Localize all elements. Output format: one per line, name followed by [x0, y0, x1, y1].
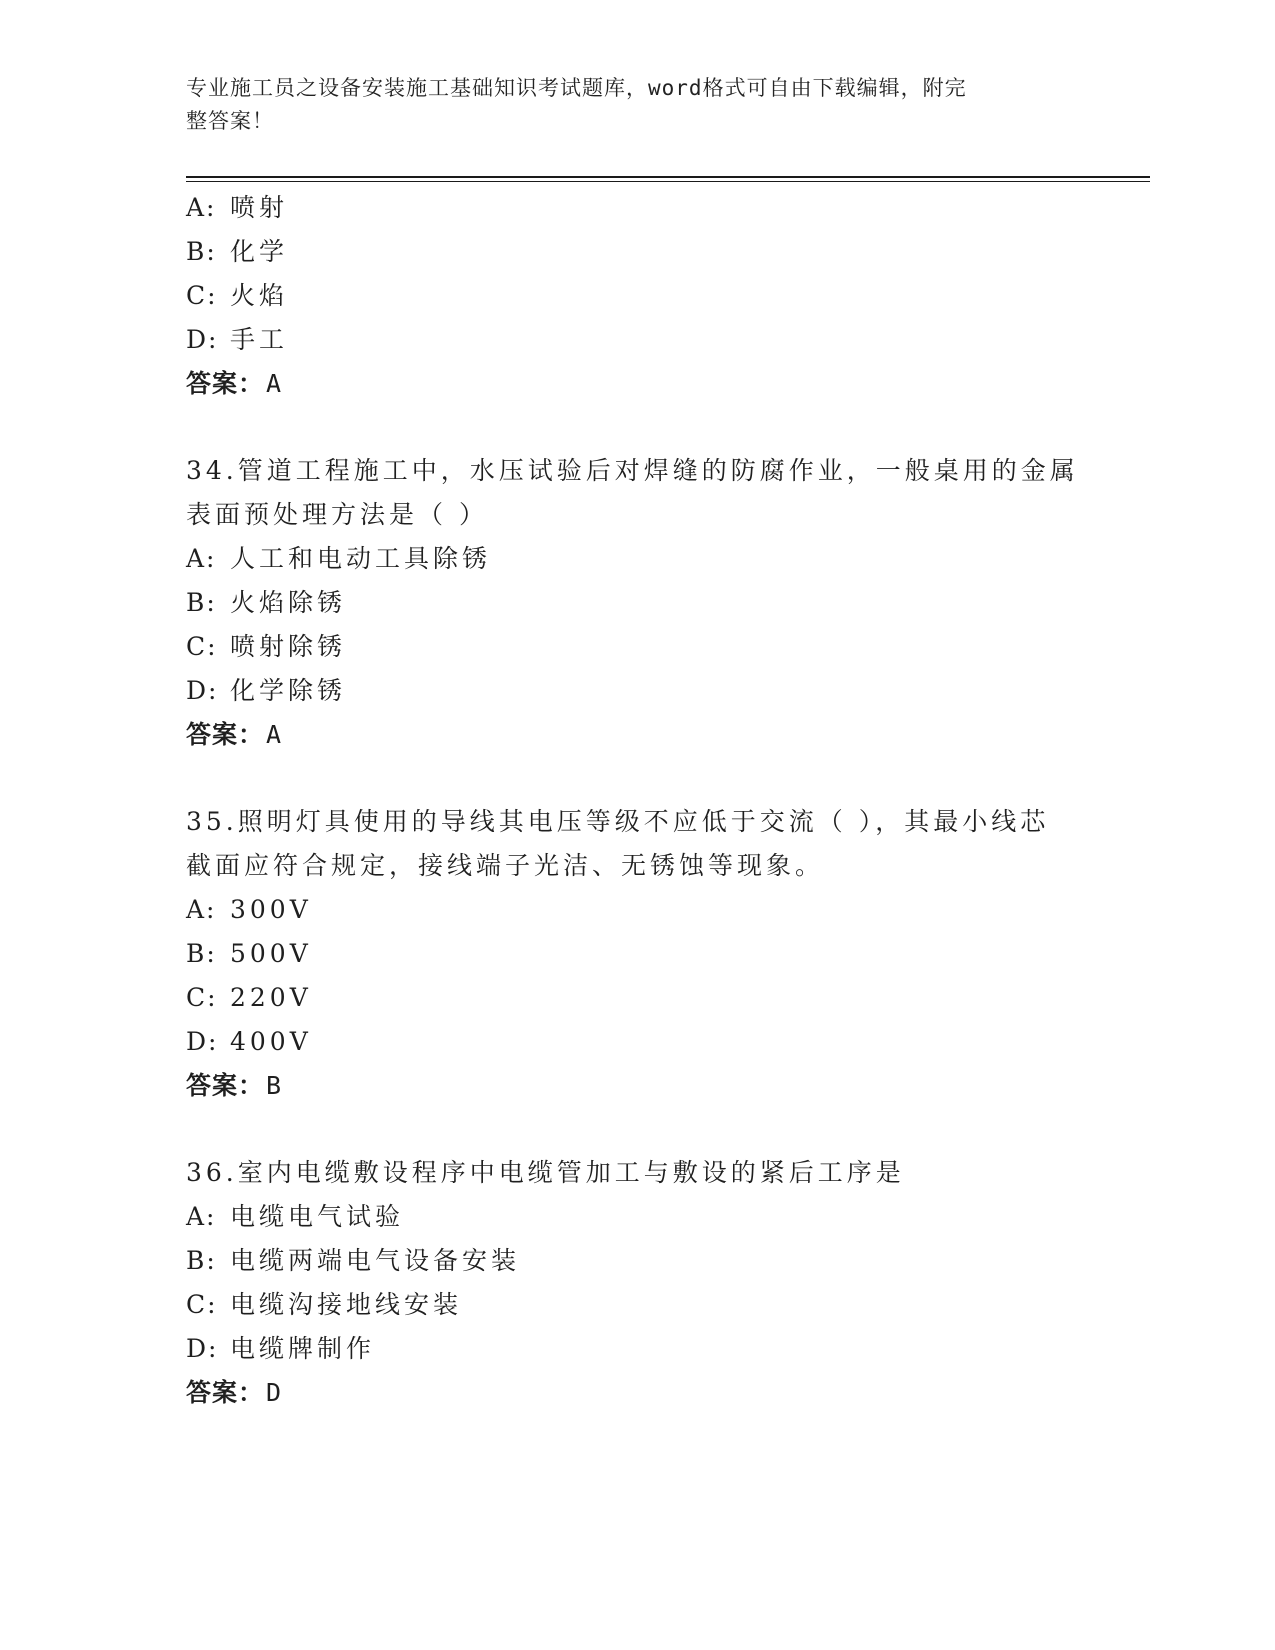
q33-option-a: A: 喷射: [186, 193, 289, 222]
q34-option-b: B: 火焰除锈: [186, 588, 347, 617]
header-line-2: 整答案！: [186, 109, 274, 133]
q34-option-a: A: 人工和电动工具除锈: [186, 544, 492, 573]
q33-option-c: C: 火焰: [186, 281, 289, 310]
q33-option-b: B: 化学: [186, 237, 289, 266]
q36-option-a: A: 电缆电气试验: [186, 1202, 405, 1231]
q33-answer: 答案：A: [186, 369, 283, 398]
q34-stem-line-2: 表面预处理方法是（ ）: [186, 500, 488, 529]
q34-option-c: C: 喷射除锈: [186, 632, 347, 661]
q36-stem-line-1: 36.室内电缆敷设程序中电缆管加工与敷设的紧后工序是: [186, 1158, 905, 1187]
q35-option-d: D: 400V: [186, 1027, 312, 1056]
header-divider-thick: [186, 176, 1150, 178]
q36-answer: 答案：D: [186, 1378, 283, 1407]
header-line-1: 专业施工员之设备安装施工基础知识考试题库，word格式可自由下载编辑，附完: [186, 76, 967, 100]
q34-option-d: D: 化学除锈: [186, 676, 347, 705]
q35-option-b: B: 500V: [186, 939, 312, 968]
q34-answer: 答案：A: [186, 720, 283, 749]
q35-option-a: A: 300V: [186, 895, 312, 924]
q35-answer: 答案：B: [186, 1071, 283, 1100]
q36-option-b: B: 电缆两端电气设备安装: [186, 1246, 521, 1275]
q35-stem-line-1: 35.照明灯具使用的导线其电压等级不应低于交流（ ），其最小线芯: [186, 807, 1050, 836]
q36-option-c: C: 电缆沟接地线安装: [186, 1290, 463, 1319]
q34-stem-line-1: 34.管道工程施工中，水压试验后对焊缝的防腐作业，一般桌用的金属: [186, 456, 1079, 485]
document-header: [186, 72, 1066, 138]
q35-stem-line-2: 截面应符合规定，接线端子光洁、无锈蚀等现象。: [186, 851, 825, 880]
q36-option-d: D: 电缆牌制作: [186, 1334, 376, 1363]
q33-option-d: D: 手工: [186, 325, 289, 354]
header-divider-thin: [186, 181, 1150, 182]
q35-option-c: C: 220V: [186, 983, 312, 1012]
